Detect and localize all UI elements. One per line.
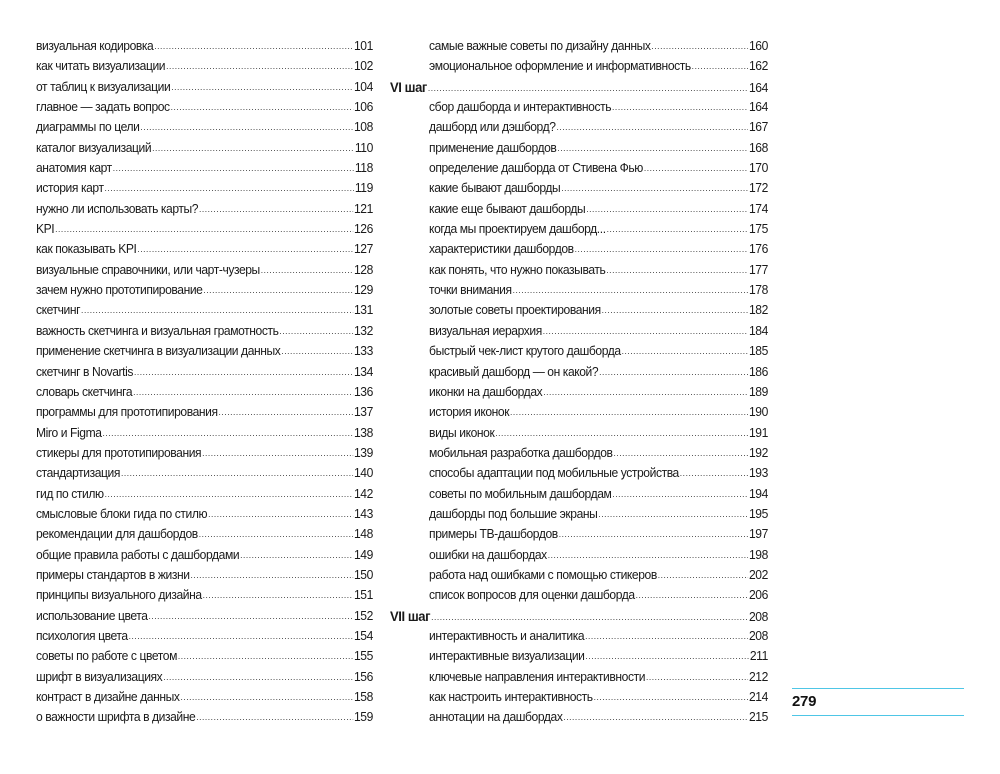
- toc-entry-page: 215: [748, 709, 768, 725]
- toc-entry[interactable]: [390, 56, 768, 76]
- toc-entry-page: 142: [353, 485, 373, 501]
- toc-entry[interactable]: [390, 524, 768, 544]
- toc-entry[interactable]: [36, 565, 373, 585]
- toc-entry-page: 182: [748, 302, 768, 318]
- toc-entry-title: примеры ТВ-дашбордов: [429, 526, 558, 542]
- toc-entry-title: как понять, что нужно показывать: [429, 261, 606, 277]
- toc-entry-page: 198: [748, 546, 768, 562]
- toc-entry-title: сбор дашборда и интерактивность: [429, 99, 612, 115]
- dot-leader: [196, 707, 353, 727]
- toc-entry-title: каталог визуализаций: [36, 139, 152, 155]
- toc-entry[interactable]: [36, 138, 373, 158]
- toc-entry-page: 131: [353, 302, 373, 318]
- dot-leader: [261, 260, 353, 280]
- dot-leader: [428, 78, 748, 98]
- dot-leader: [203, 585, 353, 605]
- toc-entry-title: шрифт в визуализациях: [36, 668, 163, 684]
- toc-entry[interactable]: [390, 300, 768, 320]
- dot-leader: [613, 443, 748, 463]
- toc-entry[interactable]: [390, 362, 768, 382]
- toc-entry[interactable]: [390, 545, 768, 565]
- toc-entry[interactable]: [36, 423, 373, 443]
- toc-entry-title: способы адаптации под мобильные устройства: [429, 465, 679, 481]
- toc-entry[interactable]: [36, 463, 373, 483]
- toc-entry-title: визуальная кодировка: [36, 38, 154, 53]
- dot-leader: [81, 300, 353, 320]
- toc-entry-page: 178: [748, 282, 768, 298]
- toc-entry-title: точки внимания: [429, 282, 512, 298]
- toc-entry-page: 176: [748, 241, 768, 257]
- toc-entry-page: 162: [748, 58, 768, 74]
- toc-entry-title: дашборд или дэшборд?: [429, 119, 556, 135]
- toc-entry[interactable]: [36, 158, 373, 178]
- dot-leader: [137, 239, 353, 259]
- dot-leader: [658, 565, 748, 585]
- toc-entry[interactable]: [390, 36, 768, 56]
- toc-entry-page: 136: [353, 383, 373, 399]
- toc-entry[interactable]: [36, 524, 373, 544]
- dot-leader: [557, 138, 748, 158]
- toc-entry-page: 185: [748, 343, 768, 359]
- toc-entry-title: примеры стандартов в жизни: [36, 566, 190, 582]
- dot-leader: [166, 56, 353, 76]
- toc-entry-page: 150: [353, 566, 373, 582]
- toc-entry[interactable]: [36, 97, 373, 117]
- dot-leader: [431, 607, 748, 627]
- toc-entry-title: о важности шрифта в дизайне: [36, 709, 196, 725]
- toc-entry-page: 195: [748, 505, 768, 521]
- toc-entry-page: 168: [748, 139, 768, 155]
- toc-entry-title: история карт: [36, 180, 104, 196]
- dot-leader: [180, 687, 353, 707]
- toc-entry-title: как читать визуализации: [36, 58, 166, 74]
- toc-entry-title: эмоциональное оформление и информативность: [429, 58, 691, 74]
- toc-entry-title: история иконок: [429, 404, 510, 420]
- toc-entry-page: 149: [353, 546, 373, 562]
- dot-leader: [105, 178, 354, 198]
- toc-entry[interactable]: [390, 443, 768, 463]
- toc-entry[interactable]: [36, 646, 373, 666]
- toc-entry[interactable]: [36, 667, 373, 687]
- toc-entry-page: 194: [748, 485, 768, 501]
- toc-entry-page: 104: [353, 78, 373, 94]
- toc-entry-title: быстрый чек-лист крутого дашборда: [429, 343, 621, 359]
- dot-leader: [279, 321, 353, 341]
- toc-entry-page: 121: [353, 200, 373, 216]
- toc-entry[interactable]: [390, 138, 768, 158]
- toc-entry-page: 127: [353, 241, 373, 257]
- dot-leader: [548, 545, 748, 565]
- toc-entry-page: 167: [748, 119, 768, 135]
- toc-entry-page: 164: [748, 79, 768, 95]
- toc-entry-page: 191: [748, 424, 768, 440]
- dot-leader: [113, 158, 354, 178]
- toc-entry-title: виды иконок: [429, 424, 495, 440]
- dot-leader: [240, 545, 353, 565]
- dot-leader: [651, 36, 748, 56]
- toc-entry[interactable]: [36, 321, 373, 341]
- toc-entry[interactable]: [36, 239, 373, 259]
- dot-leader: [513, 280, 748, 300]
- toc-entry-page: 148: [353, 526, 373, 542]
- dot-leader: [129, 626, 353, 646]
- toc-entry-page: 177: [748, 261, 768, 277]
- toc-entry[interactable]: [390, 484, 768, 504]
- toc-entry-title: золотые советы проектирования: [429, 302, 601, 318]
- dot-leader: [585, 626, 748, 646]
- dot-leader: [178, 646, 353, 666]
- toc-entry[interactable]: [36, 178, 373, 198]
- toc-entry[interactable]: [36, 219, 373, 239]
- toc-entry-page: 158: [353, 689, 373, 704]
- page-number: 279: [792, 688, 964, 716]
- toc-entry-page: 152: [353, 607, 373, 623]
- dot-leader: [594, 687, 748, 707]
- toc-entry-title: самые важные советы по дизайну данных: [429, 38, 651, 53]
- toc-entry-page: 212: [748, 668, 768, 684]
- dot-leader: [171, 97, 353, 117]
- toc-entry[interactable]: [390, 707, 768, 727]
- toc-entry[interactable]: [36, 199, 373, 219]
- toc-entry-page: 175: [748, 221, 768, 237]
- toc-entry[interactable]: [36, 382, 373, 402]
- dot-leader: [102, 423, 353, 443]
- toc-column-left: [36, 36, 373, 728]
- toc-entry-title: использование цвета: [36, 607, 148, 623]
- toc-entry[interactable]: [36, 687, 373, 707]
- toc-entry-title: рекомендации для дашбордов: [36, 526, 198, 542]
- toc-entry[interactable]: [36, 402, 373, 422]
- toc-entry-title: дашборды под большие экраны: [429, 505, 598, 521]
- toc-entry-page: 137: [353, 404, 373, 420]
- toc-section-heading[interactable]: [390, 606, 768, 626]
- dot-leader: [199, 199, 353, 219]
- dot-leader: [203, 280, 353, 300]
- toc-entry[interactable]: [390, 178, 768, 198]
- toc-column-right: [390, 36, 768, 728]
- toc-entry-title: советы по работе с цветом: [36, 648, 177, 664]
- toc-entry-title: интерактивность и аналитика: [429, 627, 585, 643]
- toc-entry-title: смысловые блоки гида по стилю: [36, 505, 208, 521]
- toc-entry-page: 138: [353, 424, 373, 440]
- dot-leader: [575, 239, 748, 259]
- toc-entry-title: важность скетчинга и визуальная грамотность: [36, 322, 279, 338]
- toc-entry[interactable]: [36, 36, 373, 56]
- toc-entry[interactable]: [390, 667, 768, 687]
- toc-entry-title: стикеры для прототипирования: [36, 444, 202, 460]
- dot-leader: [202, 443, 353, 463]
- dot-leader: [219, 402, 354, 422]
- toc-entry-title: общие правила работы с дашбордами: [36, 546, 240, 562]
- toc-entry-page: 156: [353, 668, 373, 684]
- toc-entry-title: как показывать KPI: [36, 241, 137, 257]
- toc-entry-page: 186: [748, 363, 768, 379]
- toc-entry[interactable]: [390, 565, 768, 585]
- toc-entry-title: ошибки на дашбордах: [429, 546, 547, 562]
- toc-entry-title: мобильная разработка дашбордов: [429, 444, 613, 460]
- toc-entry-page: 143: [353, 505, 373, 521]
- toc-entry[interactable]: [36, 484, 373, 504]
- toc-entry-page: 190: [748, 404, 768, 420]
- dot-leader: [602, 300, 748, 320]
- dot-leader: [163, 667, 353, 687]
- toc-section-heading[interactable]: [390, 77, 768, 97]
- toc-entry[interactable]: [36, 626, 373, 646]
- dot-leader: [55, 219, 353, 239]
- dot-leader: [556, 117, 748, 137]
- toc-entry-page: 139: [353, 444, 373, 460]
- toc-entry-title: главное — задать вопрос: [36, 99, 170, 115]
- toc-entry[interactable]: [390, 117, 768, 137]
- dot-leader: [622, 341, 748, 361]
- toc-entry-page: 202: [748, 566, 768, 582]
- toc-entry-title: VI шаг: [390, 78, 427, 95]
- toc-entry-page: 159: [353, 709, 373, 725]
- toc-entry[interactable]: [390, 199, 768, 219]
- dot-leader: [692, 56, 748, 76]
- toc-entry[interactable]: [390, 504, 768, 524]
- toc-entry[interactable]: [390, 382, 768, 402]
- toc-entry-page: 108: [353, 119, 373, 135]
- dot-leader: [543, 382, 748, 402]
- toc-entry[interactable]: [390, 321, 768, 341]
- toc-entry[interactable]: [36, 545, 373, 565]
- toc-entry-page: 160: [748, 38, 768, 53]
- toc-entry-page: 189: [748, 383, 768, 399]
- dot-leader: [510, 402, 748, 422]
- dot-leader: [607, 219, 748, 239]
- toc-entry-title: нужно ли использовать карты?: [36, 200, 199, 216]
- dot-leader: [636, 585, 748, 605]
- toc-entry-title: анатомия карт: [36, 160, 112, 176]
- toc-entry[interactable]: [36, 362, 373, 382]
- toc-entry[interactable]: [390, 687, 768, 707]
- dot-leader: [140, 117, 353, 137]
- toc-entry-page: 208: [748, 608, 768, 624]
- dot-leader: [190, 565, 353, 585]
- toc-entry-title: скетчинг: [36, 302, 81, 318]
- toc-entry-title: список вопросов для оценки дашборда: [429, 587, 635, 603]
- toc-entry-title: визуальные справочники, или чарт-чузеры: [36, 261, 260, 277]
- toc-entry-title: принципы визуального дизайна: [36, 587, 202, 603]
- toc-entry-title: работа над ошибками с помощью стикеров: [429, 566, 657, 582]
- toc-entry[interactable]: [390, 585, 768, 605]
- toc-entry-page: 106: [353, 99, 373, 115]
- dot-leader: [121, 463, 353, 483]
- toc-entry-page: 164: [748, 99, 768, 115]
- dot-leader: [612, 97, 748, 117]
- toc-entry[interactable]: [36, 443, 373, 463]
- dot-leader: [281, 341, 353, 361]
- toc-entry-page: 192: [748, 444, 768, 460]
- toc-entry-title: применение дашбордов: [429, 139, 557, 155]
- toc-entry[interactable]: [390, 219, 768, 239]
- toc-entry-page: 119: [354, 180, 373, 196]
- toc-entry-title: иконки на дашбордах: [429, 383, 543, 399]
- toc-entry-title: диаграммы по цели: [36, 119, 140, 135]
- toc-entry-title: красивый дашборд — он какой?: [429, 363, 599, 379]
- dot-leader: [152, 138, 354, 158]
- dot-leader: [199, 524, 353, 544]
- dot-leader: [646, 667, 748, 687]
- toc-entry[interactable]: [36, 606, 373, 626]
- toc-entry-title: аннотации на дашбордах: [429, 709, 563, 725]
- toc-entry-title: KPI: [36, 221, 55, 237]
- toc-entry-page: 134: [353, 363, 373, 379]
- toc-entry-page: 197: [748, 526, 768, 542]
- dot-leader: [563, 707, 748, 727]
- toc-entry[interactable]: [390, 341, 768, 361]
- dot-leader: [559, 524, 748, 544]
- toc-entry[interactable]: [390, 646, 768, 666]
- toc-entry[interactable]: [36, 585, 373, 605]
- toc-entry-page: 184: [748, 322, 768, 338]
- toc-entry-page: 208: [748, 627, 768, 643]
- toc-entry[interactable]: [36, 341, 373, 361]
- toc-entry[interactable]: [390, 239, 768, 259]
- toc-entry[interactable]: [390, 260, 768, 280]
- toc-entry-title: интерактивные визуализации: [429, 648, 585, 664]
- toc-entry-title: контраст в дизайне данных: [36, 689, 180, 704]
- toc-entry-title: гид по стилю: [36, 485, 104, 501]
- toc-entry[interactable]: [390, 402, 768, 422]
- toc-entry-title: визуальная иерархия: [429, 322, 542, 338]
- dot-leader: [543, 321, 748, 341]
- toc-entry-page: 155: [353, 648, 373, 664]
- toc-entry-title: какие бывают дашборды: [429, 180, 561, 196]
- toc-entry-page: 132: [353, 322, 373, 338]
- toc-entry[interactable]: [36, 77, 373, 97]
- toc-entry-title: Miro и Figma: [36, 424, 102, 440]
- toc-entry-page: 140: [353, 465, 373, 481]
- toc-entry-page: 118: [354, 160, 373, 176]
- toc-entry[interactable]: [390, 97, 768, 117]
- toc-entry-title: характеристики дашбордов: [429, 241, 574, 257]
- toc-entry-title: стандартизация: [36, 465, 121, 481]
- toc-entry[interactable]: [36, 56, 373, 76]
- dot-leader: [644, 158, 748, 178]
- toc-entry-page: 101: [353, 38, 373, 53]
- dot-leader: [134, 362, 353, 382]
- toc-entry-title: когда мы проектируем дашборд...: [429, 221, 606, 237]
- toc-entry[interactable]: [36, 504, 373, 524]
- toc-entry-title: скетчинг в Novartis: [36, 363, 134, 379]
- toc-entry-page: 170: [748, 160, 768, 176]
- toc-entry-page: 128: [353, 261, 373, 277]
- toc-entry-title: словарь скетчинга: [36, 383, 133, 399]
- toc-entry[interactable]: [390, 158, 768, 178]
- dot-leader: [208, 504, 353, 524]
- toc-entry-title: применение скетчинга в визуализации данных: [36, 343, 281, 359]
- dot-leader: [606, 260, 748, 280]
- toc-entry-title: программы для прототипирования: [36, 404, 218, 420]
- toc-entry-title: VII шаг: [390, 607, 431, 624]
- toc-entry-title: психология цвета: [36, 627, 128, 643]
- toc-entry[interactable]: [36, 300, 373, 320]
- dot-leader: [495, 423, 748, 443]
- toc-entry-title: как настроить интерактивность: [429, 689, 593, 704]
- dot-leader: [171, 77, 353, 97]
- dot-leader: [154, 36, 353, 56]
- toc-entry-page: 129: [353, 282, 373, 298]
- toc-entry-page: 126: [353, 221, 373, 237]
- dot-leader: [561, 178, 748, 198]
- toc-entry[interactable]: [36, 280, 373, 300]
- toc-entry-page: 214: [748, 689, 768, 704]
- toc-entry-page: 151: [353, 587, 373, 603]
- dot-leader: [598, 504, 748, 524]
- toc-entry-title: от таблиц к визуализации: [36, 78, 171, 94]
- toc-entry-page: 206: [748, 587, 768, 603]
- toc-entry-page: 193: [748, 465, 768, 481]
- toc-entry-page: 110: [354, 139, 373, 155]
- dot-leader: [133, 382, 353, 402]
- dot-leader: [612, 484, 748, 504]
- toc-entry-page: 102: [353, 58, 373, 74]
- toc-entry-page: 211: [749, 648, 768, 664]
- toc-entry-title: определение дашборда от Стивена Фью: [429, 160, 643, 176]
- dot-leader: [680, 463, 748, 483]
- toc-entry-title: советы по мобильным дашбордам: [429, 485, 612, 501]
- toc-entry-page: 172: [748, 180, 768, 196]
- toc-entry-title: зачем нужно прототипирование: [36, 282, 203, 298]
- toc-entry[interactable]: [390, 463, 768, 483]
- dot-leader: [148, 606, 353, 626]
- toc-entry-title: ключевые направления интерактивности: [429, 668, 646, 684]
- toc-entry[interactable]: [390, 626, 768, 646]
- toc-entry[interactable]: [390, 423, 768, 443]
- dot-leader: [105, 484, 353, 504]
- dot-leader: [599, 362, 748, 382]
- dot-leader: [586, 199, 748, 219]
- toc-entry[interactable]: [36, 707, 373, 727]
- toc-entry[interactable]: [36, 260, 373, 280]
- toc-entry-title: какие еще бывают дашборды: [429, 200, 586, 216]
- toc-entry-page: 154: [353, 627, 373, 643]
- dot-leader: [585, 646, 749, 666]
- toc-entry-page: 174: [748, 200, 768, 216]
- toc-entry[interactable]: [390, 280, 768, 300]
- toc-entry-page: 133: [353, 343, 373, 359]
- toc-entry[interactable]: [36, 117, 373, 137]
